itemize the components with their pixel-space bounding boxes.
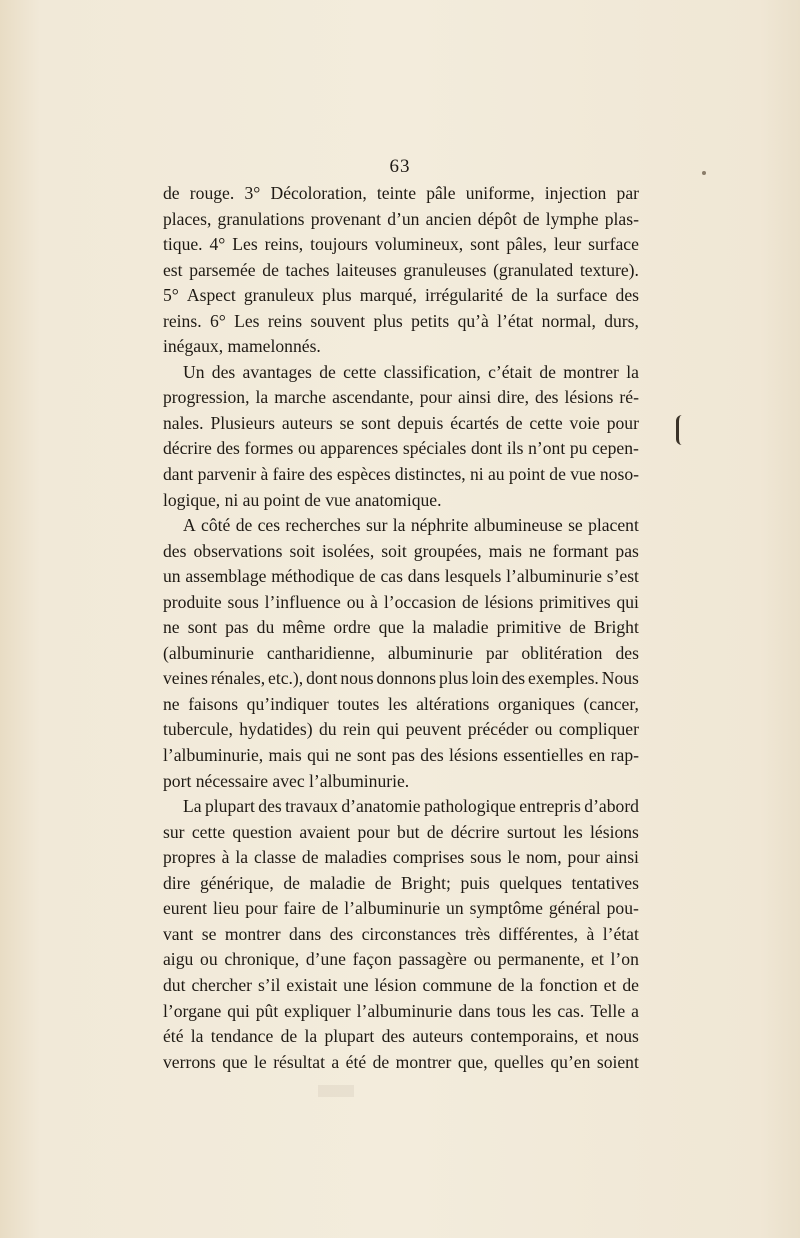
text-line: veines rénales, etc.), dont nous donnons plus loin des exemples. Nous bbox=[163, 668, 639, 689]
text-line: logique, ni au point de vue anatomique. bbox=[163, 489, 442, 510]
text-line: places, granulations provenant d’un ancien dépôt de lymphe plas- bbox=[163, 208, 639, 229]
text-line: dant parvenir à faire des espèces distinctes, ni au point de vue noso- bbox=[163, 464, 639, 485]
text-line: verrons que le résultat a été de montrer que, quelles qu’en soient bbox=[163, 1051, 639, 1072]
page-number: 63 bbox=[389, 156, 411, 177]
text-line: aigu ou chronique, d’une façon passagère ou permanente, et l’on bbox=[163, 949, 639, 970]
text-line: nales. Plusieurs auteurs se sont depuis écartés de cette voie pour bbox=[163, 412, 639, 433]
text-line: décrire des formes ou apparences spéciales dont ils n’ont pu cepen- bbox=[163, 438, 639, 459]
text-line: été la tendance de la plupart des auteurs contemporains, et nous bbox=[163, 1026, 639, 1047]
text-line: reins. 6° Les reins souvent plus petits qu’à l’état normal, durs, bbox=[163, 310, 639, 331]
text-line: l’organe qui pût expliquer l’albuminurie dans tous les cas. Telle a bbox=[163, 1000, 639, 1021]
text-line: eurent lieu pour faire de l’albuminurie un symptôme général pou- bbox=[163, 898, 639, 919]
text-line: 5° Aspect granuleux plus marqué, irrégularité de la surface des bbox=[163, 285, 639, 306]
text-line: ne sont pas du même ordre que la maladie primitive de Bright bbox=[163, 617, 639, 638]
faint-library-stamp bbox=[318, 1085, 354, 1097]
text-line: ne faisons qu’indiquer toutes les altérations organiques (cancer, bbox=[163, 693, 639, 714]
body-text bbox=[163, 181, 639, 1075]
text-line: est parsemée de taches laiteuses granuleuses (granulated texture). bbox=[163, 259, 639, 280]
text-line: dut chercher s’il existait une lésion commune de la fonction et de bbox=[163, 974, 639, 995]
text-line: sur cette question avaient pour but de décrire surtout les lésions bbox=[163, 821, 639, 842]
text-line: produite sous l’influence ou à l’occasion de lésions primitives qui bbox=[163, 591, 639, 612]
text-line: inégaux, mamelonnés. bbox=[163, 336, 321, 357]
text-line: un assemblage méthodique de cas dans lesquels l’albuminurie s’est bbox=[163, 566, 639, 587]
text-line: (albuminurie cantharidienne, albuminurie par oblitération des bbox=[163, 642, 639, 663]
text-line: propres à la classe de maladies comprises sous le nom, pour ainsi bbox=[163, 847, 639, 868]
text-line: dire générique, de maladie de Bright; puis quelques tentatives bbox=[163, 872, 639, 893]
text-line: vant se montrer dans des circonstances très différentes, à l’état bbox=[163, 923, 639, 944]
text-line: Un des avantages de cette classification, c’était de montrer la bbox=[183, 361, 639, 382]
text-line: progression, la marche ascendante, pour ainsi dire, des lésions ré- bbox=[163, 387, 639, 408]
ink-speck bbox=[702, 171, 706, 175]
text-line: de rouge. 3° Décoloration, teinte pâle uniforme, injection par bbox=[163, 183, 639, 203]
text-line: port nécessaire avec l’albuminurie. bbox=[163, 770, 410, 791]
text-line: des observations soit isolées, soit groupées, mais ne formant pas bbox=[163, 540, 639, 561]
text-line: tubercule, hydatides) du rein qui peuvent précéder ou compliquer bbox=[163, 719, 639, 740]
text-line: tique. 4° Les reins, toujours volumineux, sont pâles, leur surface bbox=[163, 234, 639, 255]
text-line: l’albuminurie, mais qui ne sont pas des lésions essentielles en rap- bbox=[163, 745, 639, 766]
text-line: La plupart des travaux d’anatomie pathologique entrepris d’abord bbox=[183, 796, 639, 817]
margin-bracket-mark bbox=[676, 415, 689, 445]
text-line: A côté de ces recherches sur la néphrite albumineuse se placent bbox=[183, 515, 639, 536]
